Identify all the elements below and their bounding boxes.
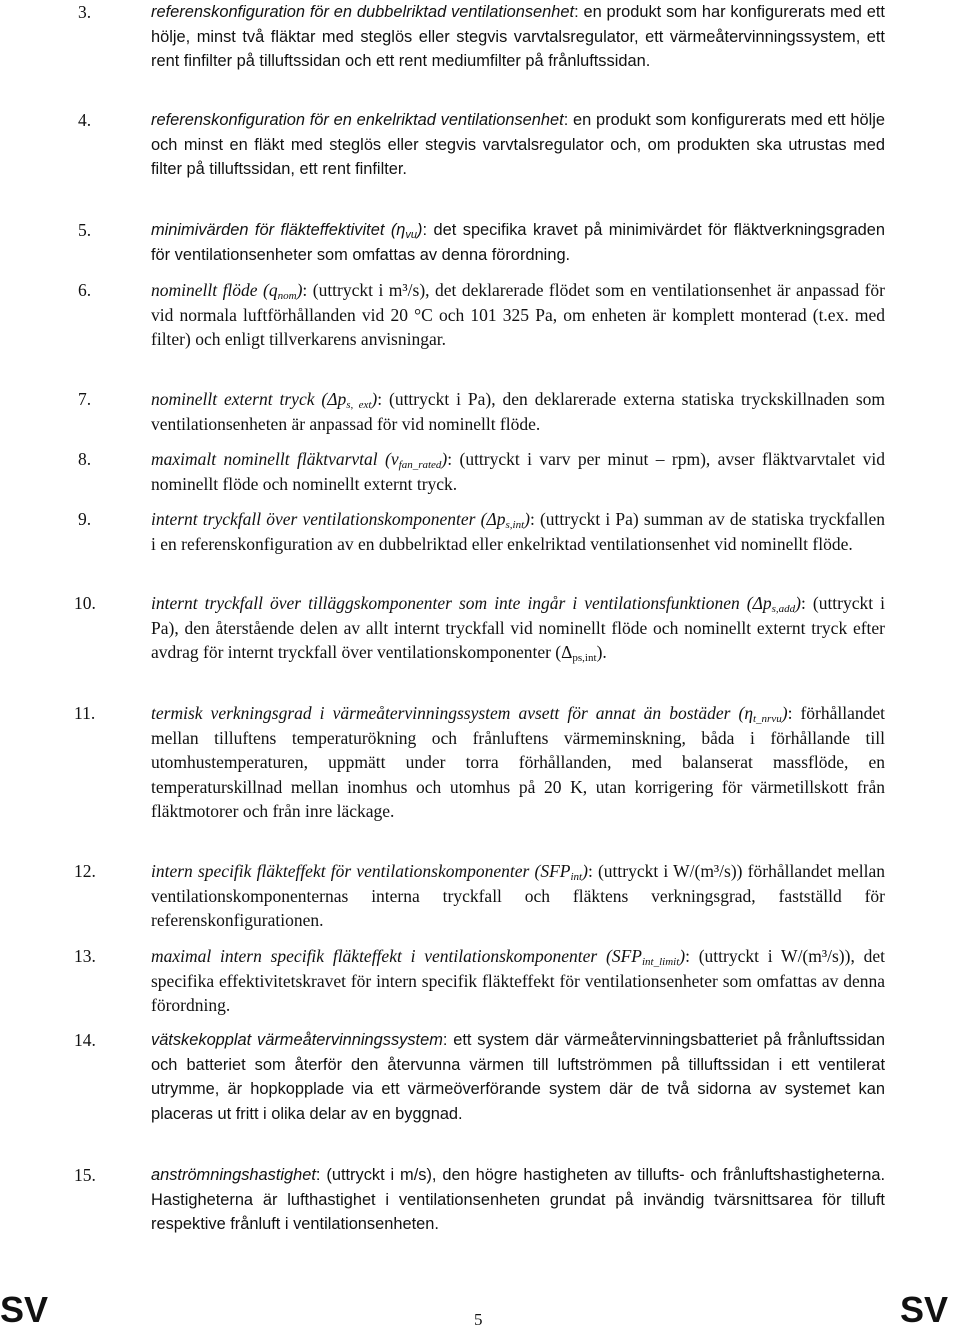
definition-text <box>151 1163 885 1237</box>
definition-body: : (uttryckt i W/(m³/s)), det specifika effektivitetskravet för intern specifik fläkteffekt för ventilationsenheter som omfattas av denna förordning. <box>151 946 885 1016</box>
item-number: 12. <box>74 861 96 881</box>
item-number: 6. <box>78 280 92 300</box>
item-number: 4. <box>78 110 92 130</box>
footer-language-left: SV <box>0 1289 49 1330</box>
item-number: 9. <box>78 509 92 529</box>
definition-term: referenskonfiguration för en dubbelriktad ventilationsenhet <box>151 3 575 21</box>
definition-body: : (uttryckt i Pa), den återstående delen av allt internt tryckfall vid nominellt flöde och nominellt externt tryck efter avdrag för internt tryckfall över ventilationskomponenter (Δ <box>151 593 886 663</box>
definition-text <box>151 507 885 556</box>
definition-body: : en produkt som konfigurerats med ett hölje och minst en fläkt med steglös eller stegvis varvtalsregulator och, om produkten ska utrustas med filter på tilluftssidan, ett rent finfilter. <box>151 111 885 179</box>
definition-body: : (uttryckt i varv per minut – rpm), avser fläktvarvtalet vid nominellt flöde och nominellt externt tryck. <box>151 449 885 494</box>
definition-text <box>151 0 885 74</box>
definition-text <box>151 944 885 1018</box>
definition-body: : (uttryckt i Pa), den deklarerade externa statiska tryckskillnaden som ventilationsenheten är anpassad för vid nominellt flöde. <box>151 389 885 434</box>
definition-body: : förhållandet mellan tilluftens temperaturökning och frånluftens värmeminskning, båda i förhållande till utomhustemperaturen, uppmätt under torra förhållanden, med balanserat massflöde, en temperaturskillnad mellan inomhus och utomhus på 20 K, utan korrigering för värmetillskott från fläktmotorer och från inre läckage. <box>151 703 885 822</box>
item-number: 8. <box>78 449 92 469</box>
item-number: 10. <box>74 593 96 613</box>
definition-text <box>151 218 885 267</box>
definition-term: maximalt nominellt fläktvarvtal $(v_{fan\_rated})$ <box>151 449 448 471</box>
definition-term: vätskekopplat värmeåtervinningssystem <box>151 1031 443 1049</box>
definition-term: referenskonfiguration för en enkelriktad ventilationsenhet <box>151 111 564 129</box>
definition-text <box>151 447 885 496</box>
footer-language-right: SV <box>900 1289 949 1330</box>
item-number: 7. <box>78 389 92 409</box>
definition-term: maximal intern specifik fläkteffekt i ventilationskomponenter $(SFP_{int\_limit})$ <box>151 946 686 968</box>
item-number: 14. <box>74 1030 96 1050</box>
item-number: 5. <box>78 220 92 240</box>
definition-term: intern specifik fläkteffekt för ventilationskomponenter $(SFP_{int})$ <box>151 861 588 883</box>
definition-term: nominellt externt tryck $(\Delta p_{s, ext})$ <box>151 389 378 411</box>
item-number: 11. <box>74 703 96 723</box>
definition-text <box>151 278 885 352</box>
definition-term: minimivärden för fläkteffektivitet $(\eta_{vu})$ <box>151 221 423 241</box>
item-number: 13. <box>74 946 96 966</box>
definition-text <box>151 859 885 933</box>
definition-body: : det specifika kravet på minimivärdet för fläktverkningsgraden för ventilationsenheter som omfattas av denna förordning. <box>151 221 885 264</box>
definition-text <box>151 387 885 436</box>
definition-term: nominellt flöde $(q_{nom})$ <box>151 280 303 302</box>
definition-text: internt tryckfall över tilläggskomponenter som inte ingår i ventilationsfunktionen $(\Delta p_{s,add})$: (uttryckt i Pa), den återstående delen av allt internt tryckfall vid nominellt flöde och nominellt externt tryck efter avdrag för internt tryckfall över ventilationskomponenter $(\Delta_{ps,int})$. <box>151 593 886 665</box>
definition-body: : en produkt som har konfigurerats med ett hölje, minst två fläktar med steglös eller stegvis varvtalsregulator, ett värmeåtervinningssystem, ett rent finfilter på tilluftssidan och ett rent mediumfilter på frånluftssidan. <box>151 3 885 71</box>
definition-text <box>151 701 885 824</box>
definition-body: : (uttryckt i m/s), den högre hastigheten av tillufts- och frånluftshastigheterna. Hastigheterna är lufthastighet i ventilationsenheten grundat på invändig tvärsnittsarea för tilluft respektive frånluft i ventilationsenheten. <box>151 1166 885 1234</box>
item-number: 15. <box>74 1165 96 1185</box>
definition-text <box>151 1028 885 1126</box>
definition-body: : (uttryckt i Pa) summan av de statiska tryckfallen i en referenskonfiguration av en dubbelriktad eller enkelriktad ventilationsenhet vid nominellt flöde. <box>151 509 885 554</box>
definition-term: internt tryckfall över ventilationskomponenter $(\Delta p_{s,int})$ <box>151 509 530 531</box>
definition-body: : (uttryckt i m³/s), det deklarerade flödet som en ventilationsenhet är anpassad för vid normala luftförhållanden vid 20 °C och 101 325 Pa, om enheten är komplett monterad (t.ex. med filter) och enligt tillverkarens anvisningar. <box>151 280 885 350</box>
page-number: 5 <box>474 1310 483 1329</box>
definition-term: anströmningshastighet <box>151 1166 316 1184</box>
definition-term: termisk verkningsgrad i värmeåtervinningssystem avsett för annat än bostäder $(\eta_{t\_nrvu})$ <box>151 703 788 725</box>
definition-text <box>151 108 885 182</box>
definition-body: : ett system där värmeåtervinningsbatteriet på frånluftssidan och batteriet som återför den återvunna värmen till luftströmmen på tilluftssidan i ett ventilerat utrymme, är hopkopplade via ett värmeöverförande system där de två sidorna av systemet kan placeras ut fritt i olika delar av en byggnad. <box>151 1031 886 1123</box>
item-number: 3. <box>78 2 92 22</box>
definition-body: : (uttryckt i W/(m³/s)) förhållandet mellan ventilationskomponenternas interna tryckfall och fläktens verkningsgrad, fastställd för referenskonfigurationen. <box>151 861 885 931</box>
definition-term: internt tryckfall över tilläggskomponenter som inte ingår i ventilationsfunktionen $(\Delta p_{s,add})$ <box>151 593 801 615</box>
